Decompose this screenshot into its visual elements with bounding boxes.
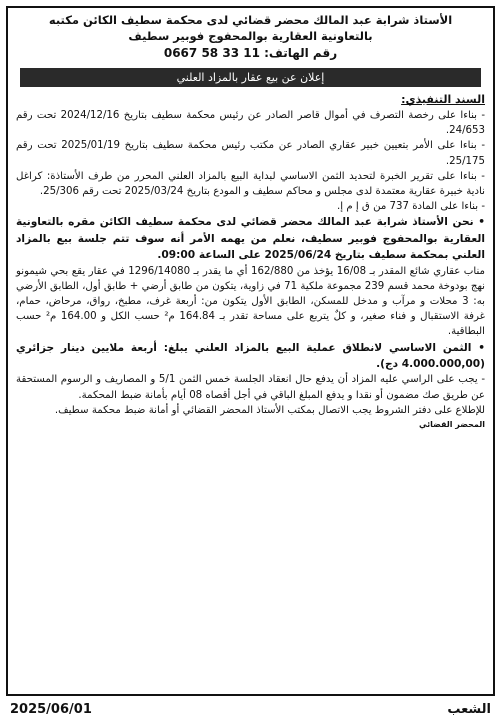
page-footer bbox=[6, 698, 495, 720]
paragraph-expert-order: - بناءا على الأمر بتعيين خبير عقاري الصادر عن مكتب رئيس محكمة سطيف بتاريخ 2025/01/19 تحت رقم 25/175. bbox=[16, 140, 486, 167]
notice-frame bbox=[6, 6, 495, 696]
paragraph-payment-terms: - يجب على الراسي عليه المزاد أن يدفع حال انعقاد الجلسة خمس الثمن 5/1 و المصاريف و الرسوم المستحقة عن طريق صك مضمون أو نقدا و يدفع المبلغ الباقي في أجل أقصاه 08 أيام بأمانة ضبط المحكمة. bbox=[16, 374, 485, 401]
section-subtitle: السند التنفيذي: bbox=[401, 93, 485, 106]
phone-number: رقم الهاتف: 11 33 58 0667 bbox=[163, 46, 338, 60]
publication-date: 2025/06/01 bbox=[10, 701, 92, 717]
paragraph-article: - بناءا على المادة 737 من ق إ م إ. bbox=[337, 201, 485, 213]
paragraph-auction-announcement: • نحن الأستاذ شرابة عبد المالك محضر قضائي لدى محكمة سطيف الكائن مقره بالتعاونية العقارية بوالمحفوج فوبير سطيف، نعلم من يهمه الأمر أنه سوف تتم جلسة بيع بالمزاد العلني بمحكمة سطيف بتاريخ 2025/06/24 على الساعة 09:00. bbox=[16, 216, 485, 262]
header-line-1: الأستاذ شرابة عبد المالك محضر قضائي لدى محكمة سطيف الكائن مكتبه bbox=[48, 13, 453, 27]
signature-row bbox=[16, 419, 485, 430]
newspaper-name: الشعب bbox=[447, 701, 491, 717]
header-line-2: بالتعاونية العقارية بوالمحفوج فوبير سطيف bbox=[128, 29, 373, 43]
paragraph-property-description: مناب عقاري شائع المقدر بـ 16/08 يؤخذ من 162/880 أي ما يقدر بـ 1296/14080 في عقار يقع بحي شيمونو نهج بودوخة محمد قسم 239 مجموعة ملكية 71 في زاوية، يتكون من طابق أرضي + طابق أول، الطابق الأرضي به: 3 محلات و مرآب و مدخل للمسكن، الطابق الأول يتكون من: أربعة غرف، مطبخ، رواق، مرحاض، حمام، غرفة الاستقبال و فناء صغير، و كلٌ يتربع على مساحة تقدر بـ 164.84 م² حسب الكل و 164.00 م² حسب البطاقية. bbox=[16, 265, 486, 338]
paragraph-base-price: • الثمن الاساسي لانطلاق عملية البيع بالمزاد العلني يبلغ: أربعة ملايين دينار جزائري (4.000.000,00 دج). bbox=[16, 341, 485, 371]
signature-label: المحضر القضائي bbox=[418, 420, 485, 430]
notice-banner: إعلان عن بيع عقار بالمزاد العلني bbox=[20, 68, 481, 87]
paragraph-license: - بناءا على رخصة التصرف في أموال قاصر الصادر عن رئيس محكمة سطيف بتاريخ 2024/12/16 تحت رقم 24/653. bbox=[16, 110, 485, 137]
paragraph-conditions: للإطلاع على دفتر الشروط يجب الاتصال بمكتب الأستاذ المحضر القضائي أو أمانة ضبط محكمة سطيف. bbox=[54, 404, 485, 416]
paragraph-expert-report: - بناءا على تقرير الخبرة لتحديد الثمن الاساسي لبداية البيع بالمزاد العلني المحرر من طرف الأستاذة: كراغل نادية خبيرة عقارية معتمدة لدى مجلس و محاكم سطيف و المودع بتاريخ 2025/03/24 تحت رقم 25/306. bbox=[16, 170, 485, 198]
